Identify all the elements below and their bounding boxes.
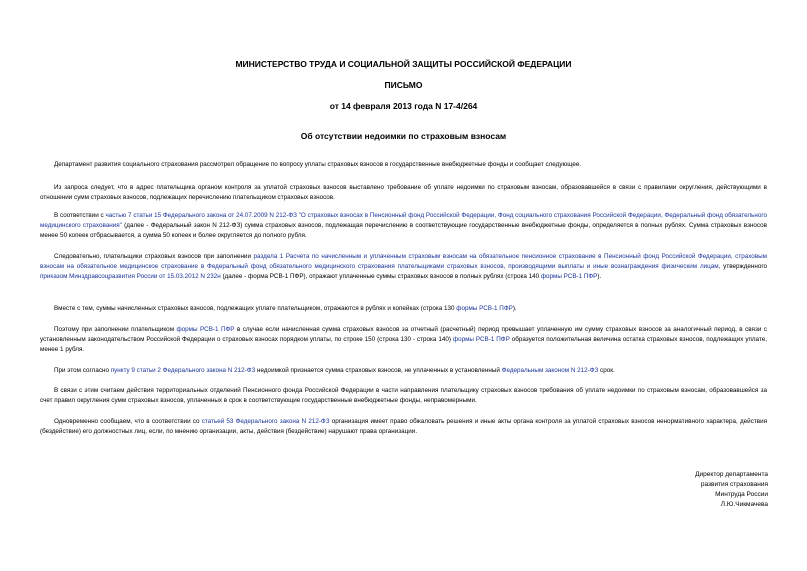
signer-name: Л.Ю.Чикмачева <box>720 501 768 508</box>
link-form-rsv1-a[interactable]: формы РСВ-1 ПФР <box>540 273 598 280</box>
paragraph-1: Департамент развития социального страхования рассмотрел обращение по вопросу уплаты страховых взносов в государственные внебюджетные фонды и сообщает следующее. <box>54 161 582 168</box>
paragraph-5: Вместе с тем, суммы начисленных страховых взносов, подлежащих уплате плательщиком, отражаются в рублях и копейках (строка 130 формы РСВ-1 ПФР). <box>54 305 517 312</box>
paragraph-3: В соответствии с частью 7 статьи 15 Федерального закона от 24.07.2009 N 212-ФЗ "О страховых взносах в Пенсионный фонд Российской Федерации, Фонд социального страхования Российской Федерации, Федеральный фонд обязательного медицинского страхования" (далее - Федеральный закон N 212-ФЗ) сумма страховых взносов, подлежащая перечислению в соответствующие государственные внебюджетные фонды, определяется в полных рублях. Сумма страховых взносов менее 50 копеек отбрасывается, а сумма 50 копеек и более округляется до полного рубля. <box>40 212 768 239</box>
document-date-number: от 14 февраля 2013 года N 17-4/264 <box>329 101 478 111</box>
paragraph-4: Следовательно, плательщики страховых взносов при заполнении раздела 1 Расчета по начисленным и уплаченным страховым взносам на обязательное пенсионное страхование в Пенсионный фонд Российской Федерации, страховым взносам на обязательное медицинское страхование в Федеральный фонд обязательного медицинского страхования плательщиками страховых взносов, производящими выплаты и иные вознаграждения физическим лицам, утвержденного приказом Минздравсоцразвития России от 15.03.2012 N 232н (далее - форма РСВ-1 ПФР), отражают уплаченные суммы страховых взносов в полных рублях (строка 140 формы РСВ-1 ПФР). <box>40 253 767 280</box>
link-order-232n[interactable]: приказом Минздравсоцразвития России от 15.03.2012 N 232н <box>40 273 221 280</box>
signer-position-line-1: Директор департамента <box>695 471 768 478</box>
paragraph-6: Поэтому при заполнении плательщиком формы РСВ-1 ПФР в случае если начисленная сумма страховых взносов за отчетный (расчетный) период превышает уплаченную им сумму страховых взносов за аналогичный период, в связи с установленным законодательством Российской Федерации о страховых взносах порядком уплаты, по строке 150 (строка 130 - строка 140) формы РСВ-1 ПФР образуется положительная величина остатка страховых взносов, подлежащих уплате, менее 1 рубля. <box>40 326 767 353</box>
link-item-9-article-2[interactable]: пункту 9 статьи 2 Федерального закона N 212-ФЗ <box>110 367 256 374</box>
document-subject: Об отсутствии недоимки по страховым взносам <box>300 131 507 141</box>
document-type: ПИСЬМО <box>384 80 423 90</box>
signature-block <box>548 470 768 510</box>
link-form-rsv1-d[interactable]: формы РСВ-1 ПФР <box>452 336 510 343</box>
link-article-53[interactable]: статьей 53 Федерального закона N 212-ФЗ <box>201 418 330 425</box>
link-form-rsv1-c[interactable]: формы РСВ-1 ПФР <box>176 326 235 333</box>
ministry-title: МИНИСТЕРСТВО ТРУДА И СОЦИАЛЬНОЙ ЗАЩИТЫ РОССИЙСКОЙ ФЕДЕРАЦИИ <box>235 59 572 69</box>
link-calculation-section-1[interactable]: раздела 1 Расчета по начисленным и уплаченным страховым взносам на обязательное пенсионное страхование в Пенсионный фонд Российской Федерации, страховым взносам на обязательное медицинское страхование в Федеральный фонд обязательного медицинского страхования плательщиками страховых взносов, производящими выплаты и иные вознаграждения физическим лицам <box>40 253 767 270</box>
paragraph-9: Одновременно сообщаем, что в соответствии со статьей 53 Федерального закона N 212-ФЗ организация имеет право обжаловать решения и иные акты органа контроля за уплатой страховых взносов ненормативного характера, действия (бездействие) его должностных лиц, если, по мнению организации, акты, действия (бездействие) нарушают права организации. <box>40 418 767 435</box>
link-form-rsv1-b[interactable]: формы РСВ-1 ПФР <box>456 305 513 312</box>
signer-organization: Минтруда России <box>715 491 768 498</box>
paragraph-2: Из запроса следует, что в адрес плательщика органом контроля за уплатой страховых взносов выставлено требование об уплате недоимки по страховым взносам, образовавшейся в связи с правилами округления, действующими в отношении сумм страховых взносов, подлежащих перечислению плательщиком страховых взносов. <box>40 184 767 201</box>
paragraph-7: При этом согласно пункту 9 статьи 2 Федерального закона N 212-ФЗ недоимкой признается сумма страховых взносов, не уплаченных в установленный Федеральным законом N 212-ФЗ срок. <box>54 367 615 374</box>
paragraph-8: В связи с этим считаем действия территориальных отделений Пенсионного фонда Российской Федерации в части направления плательщику страховых взносов требования об уплате недоимки по страховым взносам, образовавшейся за счет правил округления сумм страховых взносов, уплаченных в срок в соответствующие государственные внебюджетные фонды, неправомерными. <box>40 387 767 404</box>
signer-position-line-2: развития страхования <box>700 481 768 488</box>
link-federal-law-212[interactable]: частью 7 статьи 15 Федерального закона от 24.07.2009 N 212-ФЗ "О страховых взносах в Пенсионный фонд Российской Федерации, Фонд социального страхования Российской Федерации, Федеральный фонд обязательного медицинского страхования" <box>40 212 768 229</box>
link-federal-law-212-b[interactable]: Федеральным законом N 212-ФЗ <box>501 367 599 374</box>
